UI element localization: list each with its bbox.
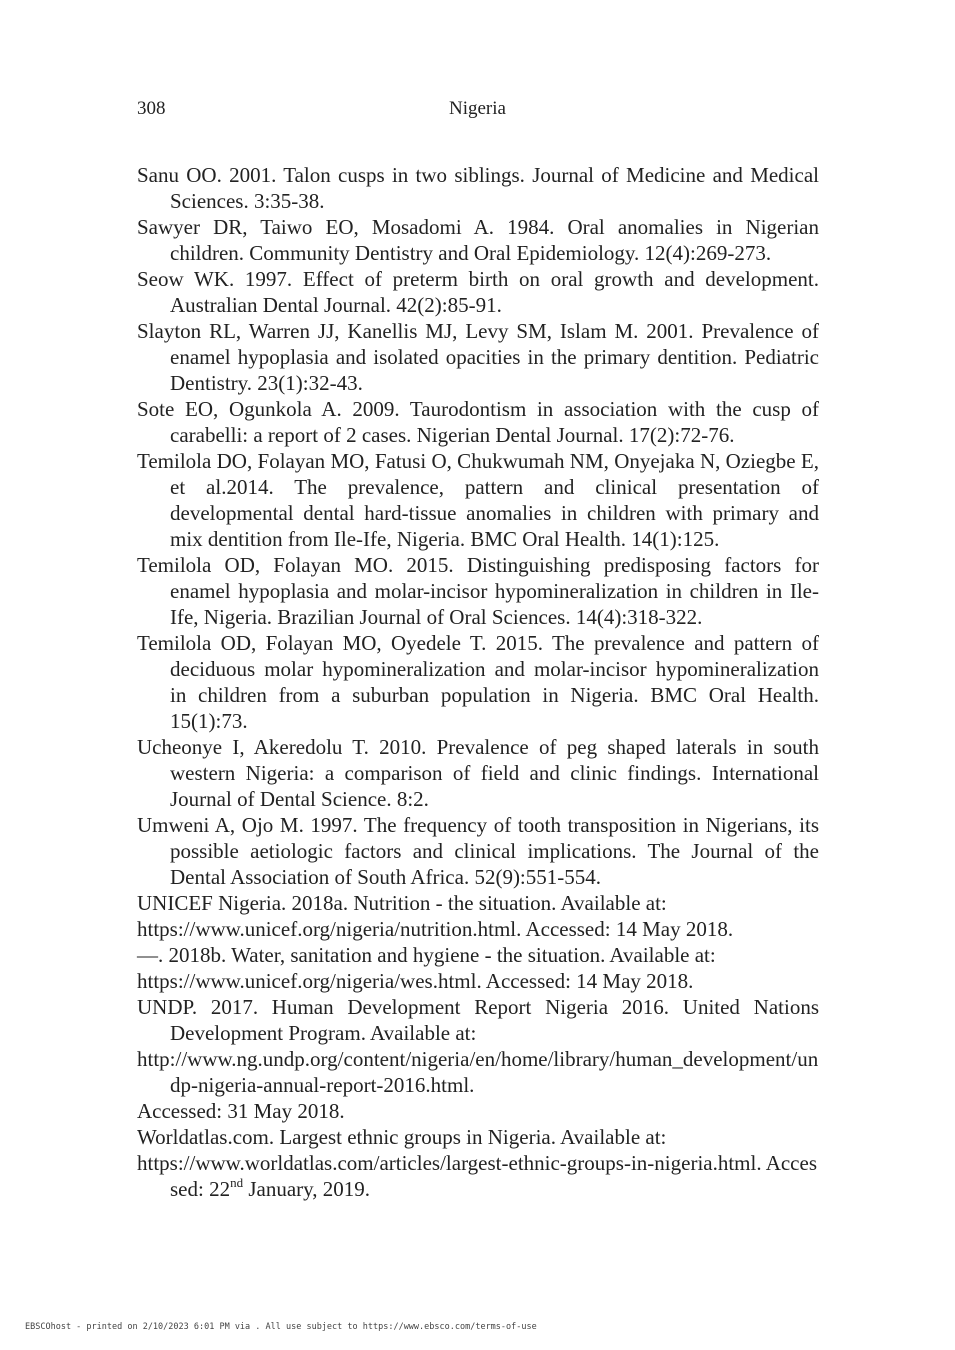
reference-text: Temilola OD, Folayan MO, Oyedele T. 2015. The prevalence and pattern of deciduous molar hypomineralization and molar-incisor hypomineralization in children from a suburban population in Nigeria. BMC Oral Health. 15(1):73. bbox=[137, 631, 819, 733]
page-number: 308 bbox=[137, 98, 166, 119]
ordinal-suffix: nd bbox=[230, 1175, 244, 1190]
reference-text: Sote EO, Ogunkola A. 2009. Taurodontism in association with the cusp of carabelli: a report of 2 cases. Nigerian Dental Journal. 17(2):72-76. bbox=[137, 397, 819, 447]
reference-text: —. 2018b. Water, sanitation and hygiene - the situation. Available at: bbox=[137, 943, 716, 967]
reference-item bbox=[137, 162, 819, 214]
reference-item bbox=[137, 214, 819, 266]
reference-list bbox=[137, 162, 819, 1202]
reference-item bbox=[137, 552, 819, 630]
reference-date-tail: January, 2019. bbox=[243, 1177, 371, 1201]
reference-item bbox=[137, 448, 819, 552]
reference-url: https://www.unicef.org/nigeria/wes.html. Accessed: 14 May 2018. bbox=[137, 969, 694, 993]
running-head: Nigeria bbox=[449, 98, 506, 119]
reference-accessed: Accessed: 31 May 2018. bbox=[137, 1099, 345, 1123]
reference-item bbox=[137, 994, 819, 1124]
reference-text: Sanu OO. 2001. Talon cusps in two siblings. Journal of Medicine and Medical Sciences. 3:35-38. bbox=[137, 163, 819, 213]
reference-text: Seow WK. 1997. Effect of preterm birth on oral growth and development. Australian Dental Journal. 42(2):85-91. bbox=[137, 267, 819, 317]
reference-text: Sawyer DR, Taiwo EO, Mosadomi A. 1984. Oral anomalies in Nigerian children. Community Dentistry and Oral Epidemiology. 12(4):269-273. bbox=[137, 215, 819, 265]
reference-text: UNICEF Nigeria. 2018a. Nutrition - the situation. Available at: bbox=[137, 891, 667, 915]
reference-url: https://www.worldatlas.com/articles/largest-ethnic-groups-in-nigeria.html. Accessed: 22 bbox=[137, 1151, 817, 1201]
reference-item bbox=[137, 630, 819, 734]
reference-url: http://www.ng.undp.org/content/nigeria/en/home/library/human_development/undp-nigeria-annual-report-2016.html. bbox=[137, 1047, 819, 1097]
reference-item bbox=[137, 942, 819, 994]
reference-text: Slayton RL, Warren JJ, Kanellis MJ, Levy SM, Islam M. 2001. Prevalence of enamel hypoplasia and isolated opacities in the primary dentition. Pediatric Dentistry. 23(1):32-43. bbox=[137, 319, 819, 395]
reference-item bbox=[137, 812, 819, 890]
reference-item bbox=[137, 396, 819, 448]
reference-item bbox=[137, 318, 819, 396]
reference-item bbox=[137, 734, 819, 812]
reference-text: UNDP. 2017. Human Development Report Nigeria 2016. United Nations Development Program. Available at: bbox=[137, 995, 819, 1045]
reference-text: Ucheonye I, Akeredolu T. 2010. Prevalence of peg shaped laterals in south western Nigeria: a comparison of field and clinic findings. International Journal of Dental Science. 8:2. bbox=[137, 735, 819, 811]
reference-url-line bbox=[137, 1150, 819, 1202]
reference-text: Umweni A, Ojo M. 1997. The frequency of tooth transposition in Nigerians, its possible aetiologic factors and clinical implications. The Journal of the Dental Association of South Africa. 52(9):551-554. bbox=[137, 813, 819, 889]
reference-text: Temilola DO, Folayan MO, Fatusi O, Chukwumah NM, Onyejaka N, Oziegbe E, et al.2014. The prevalence, pattern and clinical presentation of developmental dental hard-tissue anomalies in children with primary and mix dentition from Ile-Ife, Nigeria. BMC Oral Health. 14(1):125. bbox=[137, 449, 819, 551]
reference-item bbox=[137, 890, 819, 942]
ebsco-footer: EBSCOhost - printed on 2/10/2023 6:01 PM via . All use subject to https://www.ebsco.com/terms-of-use bbox=[25, 1322, 537, 1332]
reference-item bbox=[137, 266, 819, 318]
reference-text: Worldatlas.com. Largest ethnic groups in Nigeria. Available at: bbox=[137, 1125, 667, 1149]
reference-text: Temilola OD, Folayan MO. 2015. Distinguishing predisposing factors for enamel hypoplasia and molar-incisor hypomineralization in children in Ile-Ife, Nigeria. Brazilian Journal of Oral Sciences. 14(4):318-322. bbox=[137, 553, 819, 629]
reference-url: https://www.unicef.org/nigeria/nutrition.html. Accessed: 14 May 2018. bbox=[137, 917, 734, 941]
reference-item bbox=[137, 1124, 819, 1202]
